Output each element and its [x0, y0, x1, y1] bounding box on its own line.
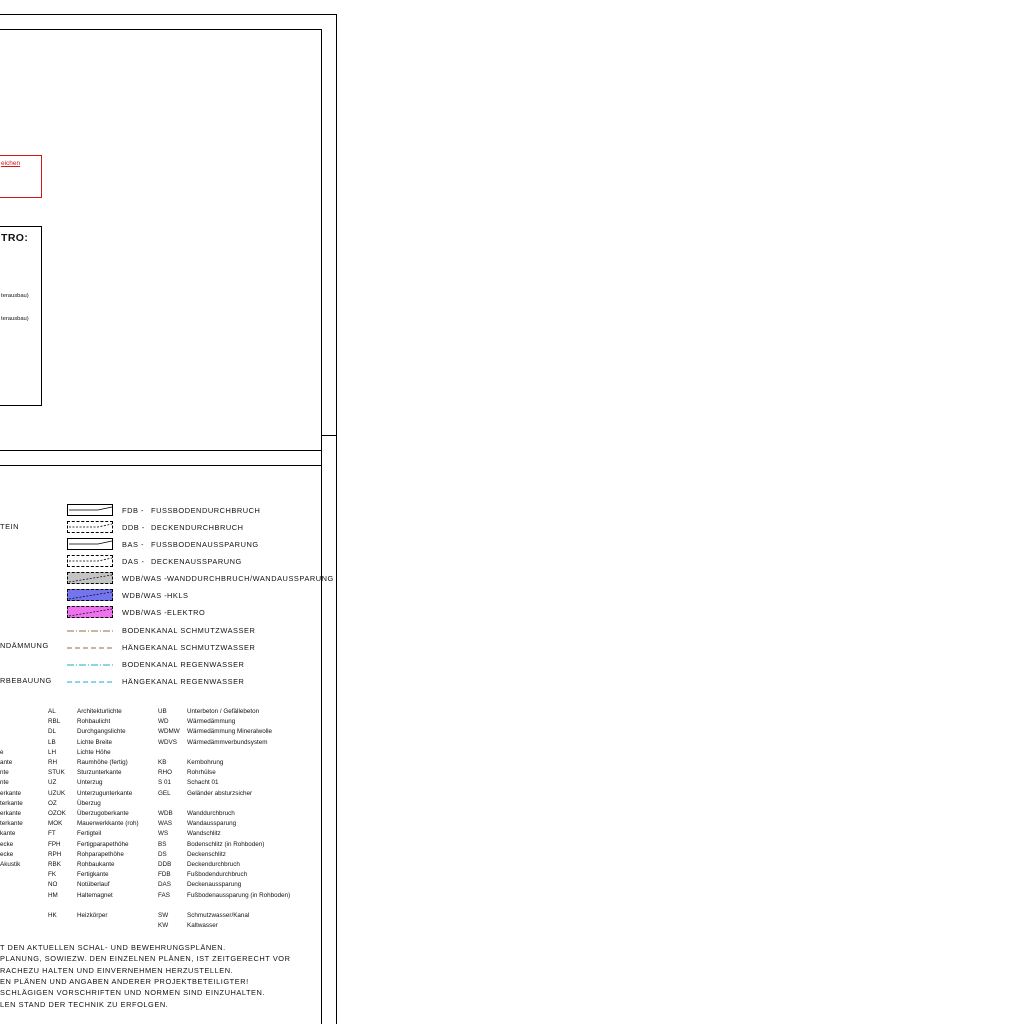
abbreviation-code: FAS	[158, 891, 170, 899]
abbreviation-label: Kaltwasser	[187, 922, 218, 930]
abbreviation-code: WDB	[158, 810, 173, 817]
red-note-text: eichen	[1, 160, 21, 167]
abbreviation-label: Rohbaulicht	[77, 718, 111, 726]
abbreviation-label: Architekturlichte	[77, 708, 122, 715]
abbreviation-label: Rohrhülse	[187, 769, 216, 777]
note-line: RACHEZU HALTEN UND EINVERNEHMEN HERZUSTELLEN.	[0, 965, 234, 975]
abbreviation-fragment: terkante	[0, 799, 23, 807]
abbreviation-fragment: erkante	[0, 810, 22, 817]
line-label: BODENKANAL REGENWASSER	[122, 660, 245, 669]
legend-code: DAS -	[122, 557, 145, 566]
abbreviation-label: Deckenaussparung	[187, 881, 242, 889]
abbreviation-fragment: erkante	[0, 789, 22, 797]
abbreviation-fragment: terkante	[0, 820, 23, 828]
legend-label: ELEKTRO	[167, 608, 206, 617]
abbreviation-code: FPH	[48, 840, 61, 848]
abbreviation-label: Raumhöhe (fertig)	[77, 759, 128, 766]
abbreviation-label: Haltemagnet	[77, 891, 113, 899]
abbreviation-code: RBK	[48, 861, 61, 868]
abbreviation-label: Unterbeton / Gefällebeton	[187, 708, 260, 715]
wdb-grey-symbol	[67, 572, 113, 584]
abbreviation-label: Lichte Höhe	[77, 748, 111, 756]
abbreviation-label: Rohbaukante	[77, 861, 115, 868]
note-line: T DEN AKTUELLEN SCHAL- UND BEWEHRUNGSPLÄNEN.	[0, 943, 226, 952]
abbreviation-label: Wanddurchbruch	[187, 810, 235, 817]
abbreviation-code: FDB	[158, 871, 171, 879]
abbreviation-code: STUK	[48, 769, 65, 777]
abbreviation-code: DAS	[158, 881, 171, 889]
outer-frame-right	[336, 14, 337, 1024]
abbreviation-fragment: ante	[0, 759, 13, 766]
abbreviation-fragment: Akustik	[0, 861, 21, 868]
abbreviation-code: KB	[158, 759, 167, 766]
abbreviation-code: WS	[158, 830, 169, 838]
abbreviation-code: GEL	[158, 789, 171, 797]
wdb-blue-symbol	[67, 589, 113, 601]
abbreviation-label: Bodenschlitz (in Rohboden)	[187, 840, 265, 848]
abbreviation-label: Unterzug	[77, 779, 103, 787]
abbreviation-code: FT	[48, 830, 56, 838]
legend-left-item: NDÄMMUNG	[0, 641, 49, 650]
ddb-symbol	[67, 521, 113, 533]
abbreviation-code: BS	[158, 840, 167, 848]
abbreviation-code: SW	[158, 912, 169, 919]
frame-tick	[322, 435, 336, 436]
outer-frame-top	[0, 14, 337, 15]
abbreviation-code: RPH	[48, 850, 62, 858]
legend-code: WDB/WAS -	[122, 574, 168, 583]
abbreviation-label: Lichte Breite	[77, 738, 113, 746]
abbreviation-label: Fußbodendurchbruch	[187, 871, 248, 879]
abbreviation-label: Heizkörper	[77, 912, 108, 919]
abbreviation-code: HK	[48, 912, 57, 919]
divider-upper	[0, 450, 322, 451]
abbreviation-code: S 01	[158, 779, 171, 787]
inner-frame-top	[0, 29, 322, 30]
abbreviation-code: DL	[48, 728, 57, 736]
note-line: SCHLÄGIGEN VORSCHRIFTEN UND NORMEN SIND EINZUHALTEN.	[0, 988, 265, 998]
abbreviation-label: Fertigparapethöhe	[77, 840, 129, 848]
abbreviation-code: WAS	[158, 820, 173, 828]
abbreviation-code: RHO	[158, 769, 172, 777]
legend-label: DECKENAUSSPARUNG	[151, 557, 242, 566]
inner-frame-right	[321, 29, 322, 1024]
legend-label: DECKENDURCHBRUCH	[151, 523, 244, 532]
legend-label: FUSSBODENAUSSPARUNG	[151, 540, 259, 549]
abbreviation-code: LH	[48, 748, 57, 756]
legend-code: DDB -	[122, 523, 145, 532]
bodenkanal-schmutzwasser-line	[67, 629, 113, 633]
abbreviation-label: Fußbodenaussparung (in Rohboden)	[187, 891, 291, 899]
abbreviation-label: Wärmedämmung	[187, 718, 236, 726]
abbreviation-code: AL	[48, 708, 56, 715]
abbreviation-label: Rohparapethöhe	[77, 850, 124, 858]
abbreviation-fragment: kante	[0, 830, 16, 838]
abbreviation-code: LB	[48, 738, 56, 746]
abbreviation-label: Mauerwerkkante (roh)	[77, 820, 139, 828]
abbreviation-label: Überzugoberkante	[77, 810, 129, 817]
abbreviation-code: KW	[158, 922, 169, 930]
abbreviation-label: Deckendurchbruch	[187, 861, 240, 868]
abbreviation-label: Überzug	[77, 799, 101, 807]
abbreviation-fragment: ecke	[0, 840, 14, 848]
abbreviation-label: Wärmedämmverbundsystem	[187, 738, 268, 746]
abbreviation-code: UB	[158, 708, 167, 715]
abbreviation-label: Schmutzwasser/Kanal	[187, 912, 250, 919]
abbreviation-code: MOK	[48, 820, 63, 828]
legend-code: BAS -	[122, 540, 145, 549]
note-line: EN PLÄNEN UND ANGABEN ANDERER PROJEKTBETEILIGTER!	[0, 976, 249, 986]
abbreviation-fragment: nte	[0, 779, 9, 787]
abbreviation-code: WDMW	[158, 728, 180, 736]
bodenkanal-regenwasser-line	[67, 663, 113, 667]
abbreviation-code: UZUK	[48, 789, 66, 797]
legend-code: WDB/WAS -	[122, 608, 168, 617]
abbreviation-code: UZ	[48, 779, 57, 787]
bas-symbol	[67, 538, 113, 550]
abbreviation-label: Kernbohrung	[187, 759, 224, 766]
abbreviation-label: Wandschlitz	[187, 830, 221, 838]
line-label: BODENKANAL SCHMUTZWASSER	[122, 626, 256, 635]
legend-code: FDB -	[122, 506, 145, 515]
elektro-heading: TRO:	[1, 232, 29, 244]
elektro-line-2: terausbau)	[1, 316, 29, 322]
abbreviation-fragment: ecke	[0, 850, 14, 858]
fdb-symbol	[67, 504, 113, 516]
line-label: HÄNGEKANAL REGENWASSER	[122, 677, 245, 686]
legend-label: WANDDURCHBRUCH/WANDAUSSPARUNG	[167, 574, 334, 583]
legend-left-item: RBEBAUUNG	[0, 676, 52, 685]
abbreviation-fragment: e	[0, 748, 4, 756]
abbreviation-code: NO	[48, 881, 58, 889]
haengekanal-regenwasser-line	[67, 680, 113, 684]
abbreviation-label: Deckenschlitz	[187, 850, 226, 858]
abbreviation-fragment: nte	[0, 769, 9, 777]
abbreviation-code: OZOK	[48, 810, 66, 817]
das-symbol	[67, 555, 113, 567]
abbreviation-label: Sturzunterkante	[77, 769, 122, 777]
legend-left-item: TEIN	[0, 522, 20, 531]
abbreviation-label: Fertigteil	[77, 830, 102, 838]
abbreviation-label: Wandaussparung	[187, 820, 237, 828]
line-label: HÄNGEKANAL SCHMUTZWASSER	[122, 643, 256, 652]
divider-lower	[0, 465, 322, 466]
abbreviation-label: Unterzugunterkante	[77, 789, 133, 797]
legend-label: FUSSBODENDURCHBRUCH	[151, 506, 261, 515]
legend-code: WDB/WAS -	[122, 591, 168, 600]
abbreviation-label: Geländer absturzsicher	[187, 789, 253, 797]
elektro-line-1: terausbau)	[1, 293, 29, 299]
haengekanal-schmutzwasser-line	[67, 646, 113, 650]
abbreviation-label: Wärmedämmung Mineralwolle	[187, 728, 273, 736]
abbreviation-label: Schacht 01	[187, 779, 219, 787]
abbreviation-code: RBL	[48, 718, 61, 726]
abbreviation-code: DS	[158, 850, 167, 858]
wdb-magenta-symbol	[67, 606, 113, 618]
note-line: LEN STAND DER TECHNIK ZU ERFOLGEN.	[0, 999, 169, 1009]
abbreviation-label: Fertigkante	[77, 871, 109, 879]
abbreviation-label: Notüberlauf	[77, 881, 110, 889]
note-line: PLANUNG, SOWIEZW. DEN EINZELNEN PLÄNEN, IST ZEITGERECHT VOR	[0, 954, 291, 964]
abbreviation-code: FK	[48, 871, 57, 879]
abbreviation-code: WD	[158, 718, 169, 726]
abbreviation-code: HM	[48, 891, 58, 899]
abbreviation-code: OZ	[48, 799, 57, 807]
abbreviation-code: WDVS	[158, 738, 177, 746]
abbreviation-code: DDB	[158, 861, 172, 868]
legend-label: HKLS	[167, 591, 189, 600]
abbreviation-code: RH	[48, 759, 58, 766]
abbreviation-label: Durchgangslichte	[77, 728, 126, 736]
